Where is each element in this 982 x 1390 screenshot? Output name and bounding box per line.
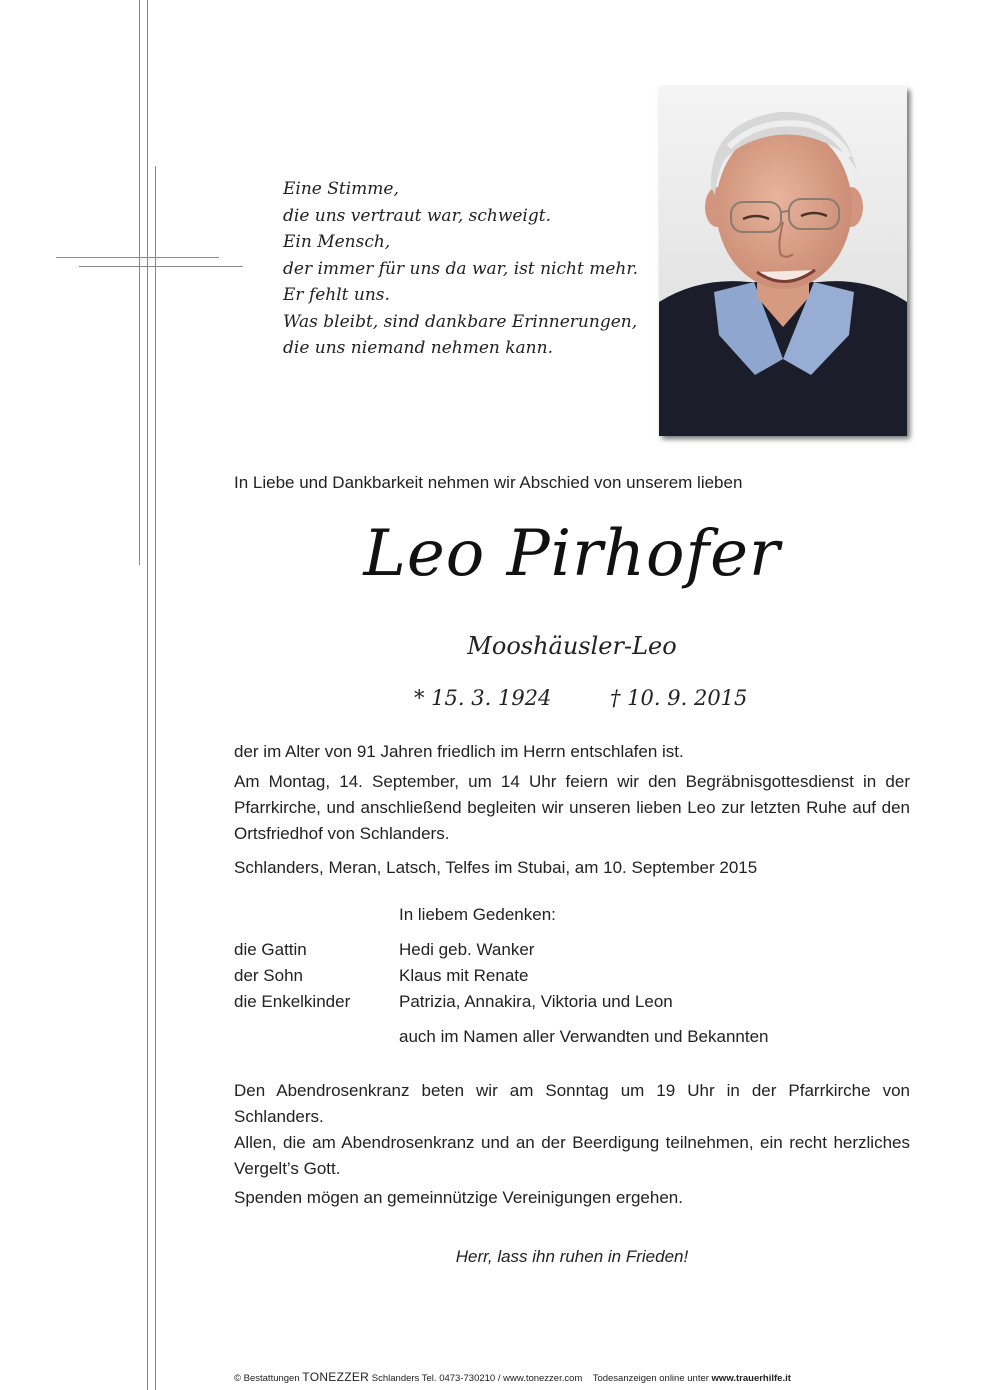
mourner-relation: der Sohn bbox=[234, 966, 303, 985]
poem-line: Was bleibt, sind dankbare Erinnerungen, bbox=[283, 311, 638, 332]
mourner-names: Patrizia, Annakira, Viktoria und Leon bbox=[399, 992, 673, 1011]
poem-line: Er fehlt uns. bbox=[283, 285, 390, 305]
footer-details: Schlanders Tel. 0473-730210 / www.tonezzer.com bbox=[371, 1373, 583, 1384]
mourner-relation: die Enkelkinder bbox=[234, 992, 351, 1011]
mourners-heading: In liebem Gedenken: bbox=[399, 905, 556, 924]
mourner-relation: die Gattin bbox=[234, 940, 307, 959]
mourner-names: Hedi geb. Wanker bbox=[399, 940, 535, 959]
age-line: der im Alter von 91 Jahren friedlich im Herrn entschlafen ist. bbox=[234, 742, 684, 761]
funeral-text: Am Montag, 14. September, um 14 Uhr feiern wir den Begräbnisgottesdienst in der Pfarrkirche, und anschließend begleiten wir unseren lieben Leo zur letzten Ruhe auf den Ortsfriedhof von Schlanders. bbox=[234, 772, 910, 843]
poem-line: die uns vertraut war, schweigt. bbox=[283, 205, 551, 226]
closing-line: Herr, lass ihn ruhen in Frieden! bbox=[455, 1247, 689, 1266]
deceased-name: Leo Pirhofer bbox=[363, 517, 781, 591]
death-date: † 10. 9. 2015 bbox=[610, 686, 748, 710]
footer-prefix: © Bestattungen bbox=[234, 1373, 300, 1384]
donations-note: Spenden mögen an gemeinnützige Vereinigungen ergehen. bbox=[234, 1188, 683, 1207]
deceased-nickname: Mooshäusler-Leo bbox=[467, 632, 677, 660]
poem-line: Ein Mensch, bbox=[283, 232, 391, 252]
footer bbox=[234, 1370, 791, 1384]
mourner-names: Klaus mit Renate bbox=[399, 966, 529, 985]
poem bbox=[283, 176, 643, 362]
portrait-photo bbox=[659, 87, 907, 436]
intro-text: In Liebe und Dankbarkeit nehmen wir Abschied von unserem lieben bbox=[234, 473, 743, 492]
footer-brand: TONEZZER bbox=[302, 1370, 370, 1384]
mourners-also: auch im Namen aller Verwandten und Bekannten bbox=[399, 1027, 769, 1046]
poem-line: der immer für uns da war, ist nicht mehr. bbox=[283, 258, 638, 279]
rosary-note: Den Abendrosenkranz beten wir am Sonntag um 19 Uhr in der Pfarrkirche von Schlanders. bbox=[234, 1081, 910, 1126]
birth-date: * 15. 3. 1924 bbox=[414, 686, 552, 710]
footer-site-link[interactable]: www.trauerhilfe.it bbox=[711, 1373, 791, 1384]
footer-online: Todesanzeigen online unter bbox=[592, 1373, 709, 1384]
place-date: Schlanders, Meran, Latsch, Telfes im Stubai, am 10. September 2015 bbox=[234, 858, 758, 877]
poem-line: die uns niemand nehmen kann. bbox=[283, 338, 553, 358]
thanks-note: Allen, die am Abendrosenkranz und an der Beerdigung teilnehmen, ein recht herzliches Vergelt’s Gott. bbox=[234, 1133, 910, 1178]
poem-line: Eine Stimme, bbox=[283, 179, 399, 199]
